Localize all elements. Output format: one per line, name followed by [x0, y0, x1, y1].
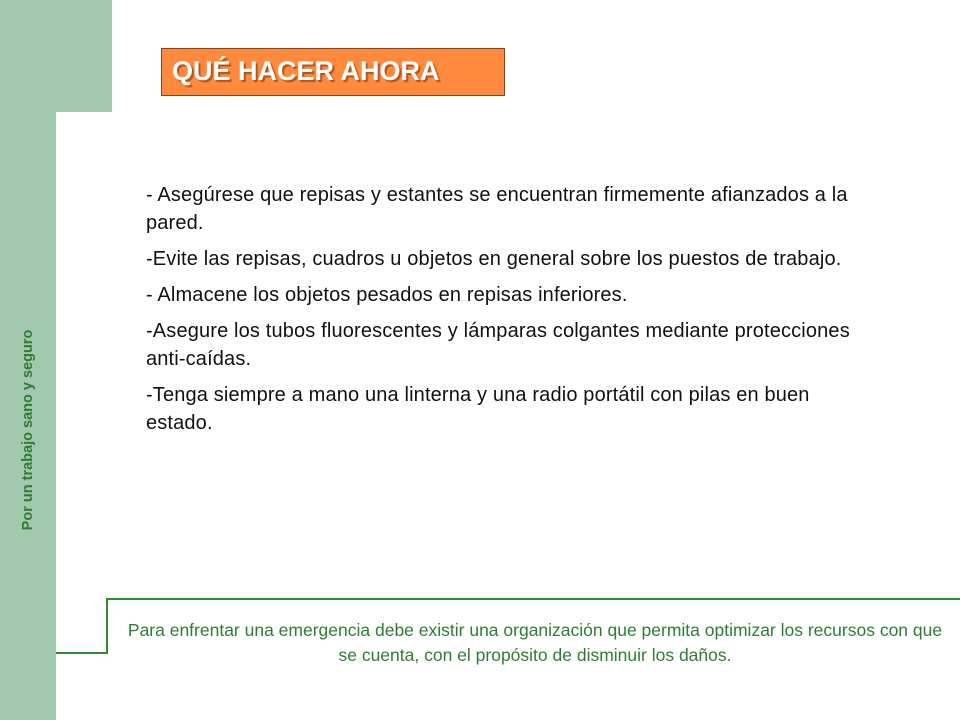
page-title: QUÉ HACER AHORA [172, 56, 440, 86]
list-item: -Tenga siempre a mano una linterna y una radio portátil con pilas en buen estado. [146, 384, 810, 434]
list-item: - Almacene los objetos pesados en repisas inferiores. [146, 284, 628, 306]
sidebar-label: Por un trabajo sano y seguro [20, 329, 36, 531]
list-item: - Asegúrese que repisas y estantes se encuentran firmemente afianzados a la pared. [146, 184, 848, 234]
footer-divider-horizontal [106, 598, 960, 600]
footer-note: Para enfrentar una emergencia debe existir una organización que permita optimizar los recursos con que se cuenta, con el propósito de disminuir los daños. [127, 620, 943, 665]
content-list [146, 181, 876, 445]
sidebar-band [0, 0, 56, 720]
list-item: -Evite las repisas, cuadros u objetos en general sobre los puestos de trabajo. [146, 248, 842, 270]
title-banner [161, 48, 505, 96]
footer-divider-vertical [106, 598, 108, 654]
list-item: -Asegure los tubos fluorescentes y lámparas colgantes mediante protecciones anti-caídas. [146, 320, 850, 370]
footer-divider-stub [56, 652, 108, 654]
